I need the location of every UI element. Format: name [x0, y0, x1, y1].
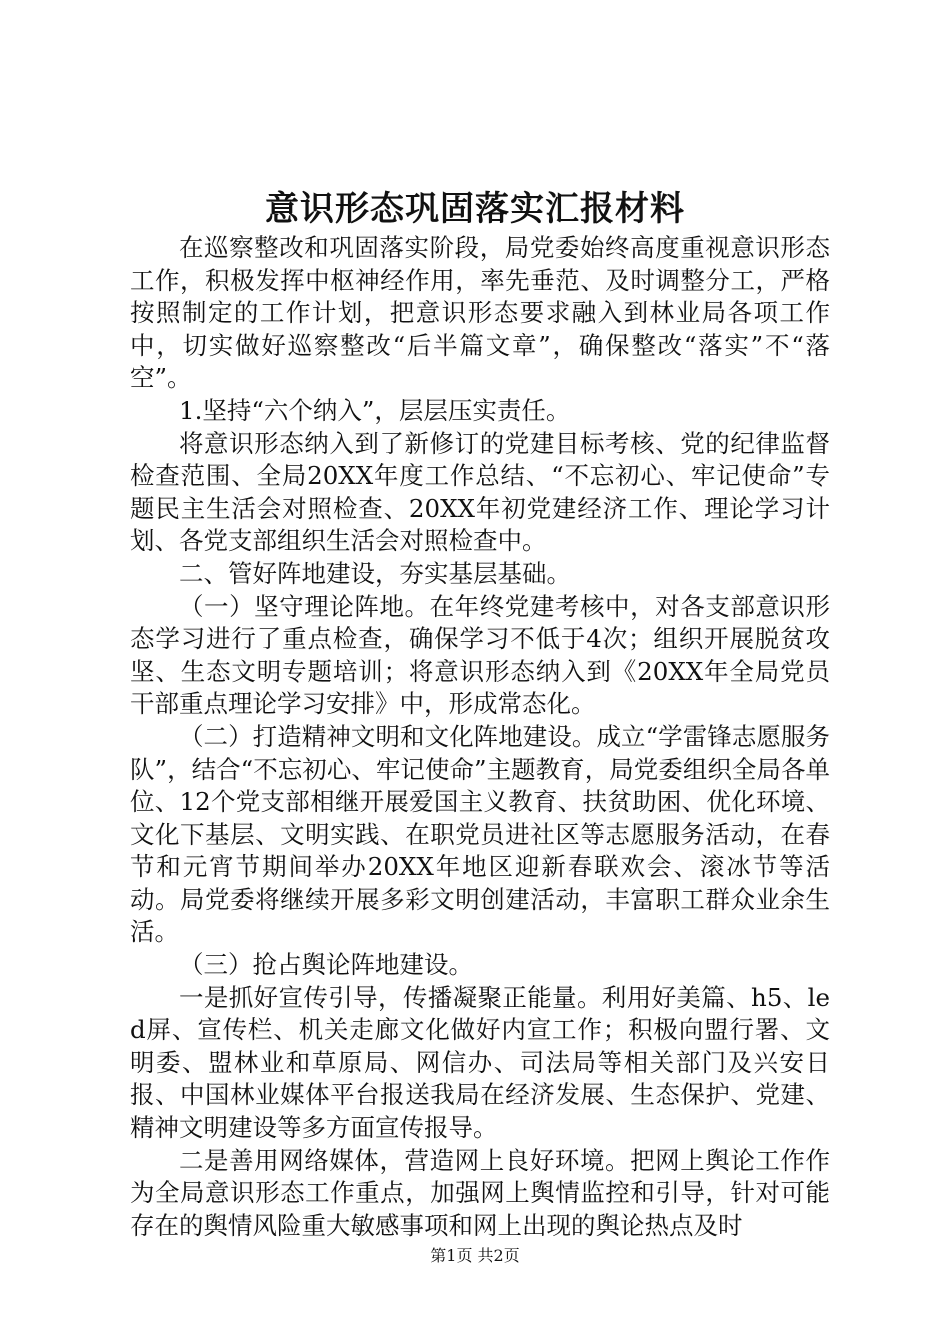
paragraph-network-media: 二是善用网络媒体，营造网上良好环境。把网上舆论工作作为全局意识形态工作重点，加强网上舆情监控和引导，针对可能存在的舆情风险重大敏感事项和网上出现的舆论热点及时 — [130, 1145, 830, 1240]
page-footer: 第1页 共2页 — [430, 1246, 520, 1265]
paragraph-heading-2: 二、管好阵地建设，夯实基层基础。 — [179, 558, 571, 588]
document-title: 意识形态巩固落实汇报材料 — [265, 189, 685, 229]
paragraph-intro: 在巡察整改和巩固落实阶段，局党委始终高度重视意识形态工作，积极发挥中枢神经作用，率先垂范、及时调整分工，严格按照制定的工作计划，把意识形态要求融入到林业局各项工作中，切实做好巡察整改“后半篇文章”，确保整改“落实”不“落空”。 — [130, 233, 830, 393]
paragraph-heading-1: 1.坚持“六个纳入”，层层压实责任。 — [179, 395, 571, 425]
paragraph-publicity: 一是抓好宣传引导，传播凝聚正能量。利用好美篇、h5、led屏、宣传栏、机关走廊文化做好内宣工作；积极向盟行署、文明委、盟林业和草原局、网信办、司法局等相关部门及兴安日报、中国林业媒体平台报送我局在经济发展、生态保护、党建、精神文明建设等多方面宣传报导。 — [130, 982, 830, 1143]
paragraph-six-inclusions: 将意识形态纳入到了新修订的党建目标考核、党的纪律监督检查范围、全局20XX年度工作总结、“不忘初心、牢记使命”专题民主生活会对照检查、20XX年初党建经济工作、理论学习计划、各党支部组织生活会对照检查中。 — [130, 428, 830, 556]
paragraph-civilization-front: （二）打造精神文明和文化阵地建设。成立“学雷锋志愿服务队”，结合“不忘初心、牢记使命”主题教育，局党委组织全局各单位、12个党支部相继开展爱国主义教育、扶贫助困、优化环境、文化下基层、文明实践、在职党员进社区等志愿服务活动，在春节和元宵节期间举办20XX年地区迎新春联欢会、滚冰节等活动。局党委将继续开展多彩文明创建活动，丰富职工群众业余生活。 — [130, 721, 830, 947]
document-body — [130, 232, 830, 1242]
paragraph-theory-front: （一）坚守理论阵地。在年终党建考核中，对各支部意识形态学习进行了重点检查，确保学习不低于4次；组织开展脱贫攻坚、生态文明专题培训；将意识形态纳入到《20XX年全局党员干部重点理论学习安排》中，形成常态化。 — [130, 591, 830, 719]
paragraph-heading-public-opinion: （三）抢占舆论阵地建设。 — [179, 950, 473, 980]
